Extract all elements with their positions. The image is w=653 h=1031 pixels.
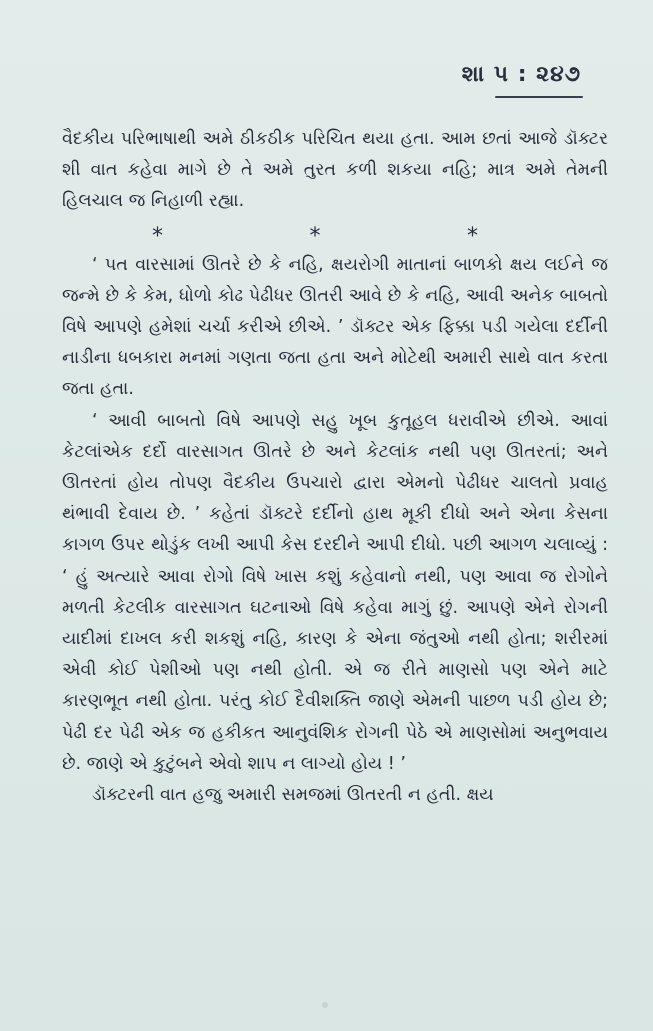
header-underline [495, 96, 583, 98]
section-break-star: * [309, 223, 321, 249]
section-break [152, 224, 478, 250]
paragraph-3: ‘ આવી બાબતો વિષે આપણે સહુ ખૂબ કુતૂહલ ધરાવીએ છીએ. આવાં કેટલાંએક દર્દો વારસાગત ઊતરે છે અને કેટલાંક નથી પણ ઊતરતાં; અને ઊતરતાં હોય તોપણ વૈદકીય ઉપચારો દ્વારા એમનો પેઢીધર ચાલતો પ્રવાહ થંભાવી દેવાય છે. ’ કહેતાં ડૉક્ટરે દર્દીનો હાથ મૂકી દીધો અને એના કેસના કાગળ ઉપર થોડુંક લખી આપી કેસ દરદીને આપી દીધો. પછી આગળ ચલાવ્યું : ‘ હું અત્યારે આવા રોગો વિષે ખાસ કશું કહેવાનો નથી, પણ આવા જ રોગોને મળતી કેટલીક વારસાગત ઘટનાઓ વિષે કહેવા માગું છું. આપણે એને રોગની યાદીમાં દાખલ કરી શકશું નહિ, કારણ કે એના જંતુઓ નથી હોતા; શરીરમાં એવી કોઈ પેશીઓ પણ નથી હોતી. એ જ રીતે માણસો પણ એને માટે કારણભૂત નથી હોતા. પરંતુ કોઈ દૈવીશક્તિ જાણે એમની પાછળ પડી હોય છે; પેઢી દર પેઢી એક જ હકીકત આનુવંશિક રોગની પેઠે એ માણસોમાં અનુભવાય છે. જાણે એ કુટુંબને એવો શાપ ન લાગ્યો હોય ! ’ [62, 410, 608, 774]
section-break-star: * [467, 223, 478, 249]
paragraph-1: વૈદકીય પરિભાષાથી અમે ઠીકઠીક પરિચિત થયા હતા. આમ છતાં આજે ડૉક્ટર શી વાત કહેવા માગે છે તે અમે તુરત કળી શકયા નહિ; માત્ર અમે તેમની હિલચાલ જ નિહાળી રહ્યા. [62, 129, 608, 212]
paragraph-2: ‘ પત વારસામાં ઊતરે છે કે નહિ, ક્ષયરોગી માતાનાં બાળકો ક્ષય લઈને જ જન્મે છે કે કેમ, ધોળો કોઢ પેઢીધર ઊતરી આવે છે કે નહિ, આવી અનેક બાબતો વિષે આપણે હમેશાં ચર્ચા કરીએ છીએ. ’ ડૉક્ટર એક ફિક્કા પડી ગયેલા દર્દીની નાડીના ધબકારા મનમાં ગણતા જતા હતા અને મોટેથી અમારી સાથે વાત કરતા જતા હતા. [62, 254, 608, 400]
running-head: શા પ : ૨૪૭ [461, 62, 581, 87]
page-speck [322, 1002, 328, 1008]
paragraph-4: ડૉક્ટરની વાત હજુ અમારી સમજમાં ઊતરતી ન હતી. ક્ષય [92, 785, 494, 806]
section-break-star: * [152, 223, 163, 249]
page-body [62, 124, 608, 811]
